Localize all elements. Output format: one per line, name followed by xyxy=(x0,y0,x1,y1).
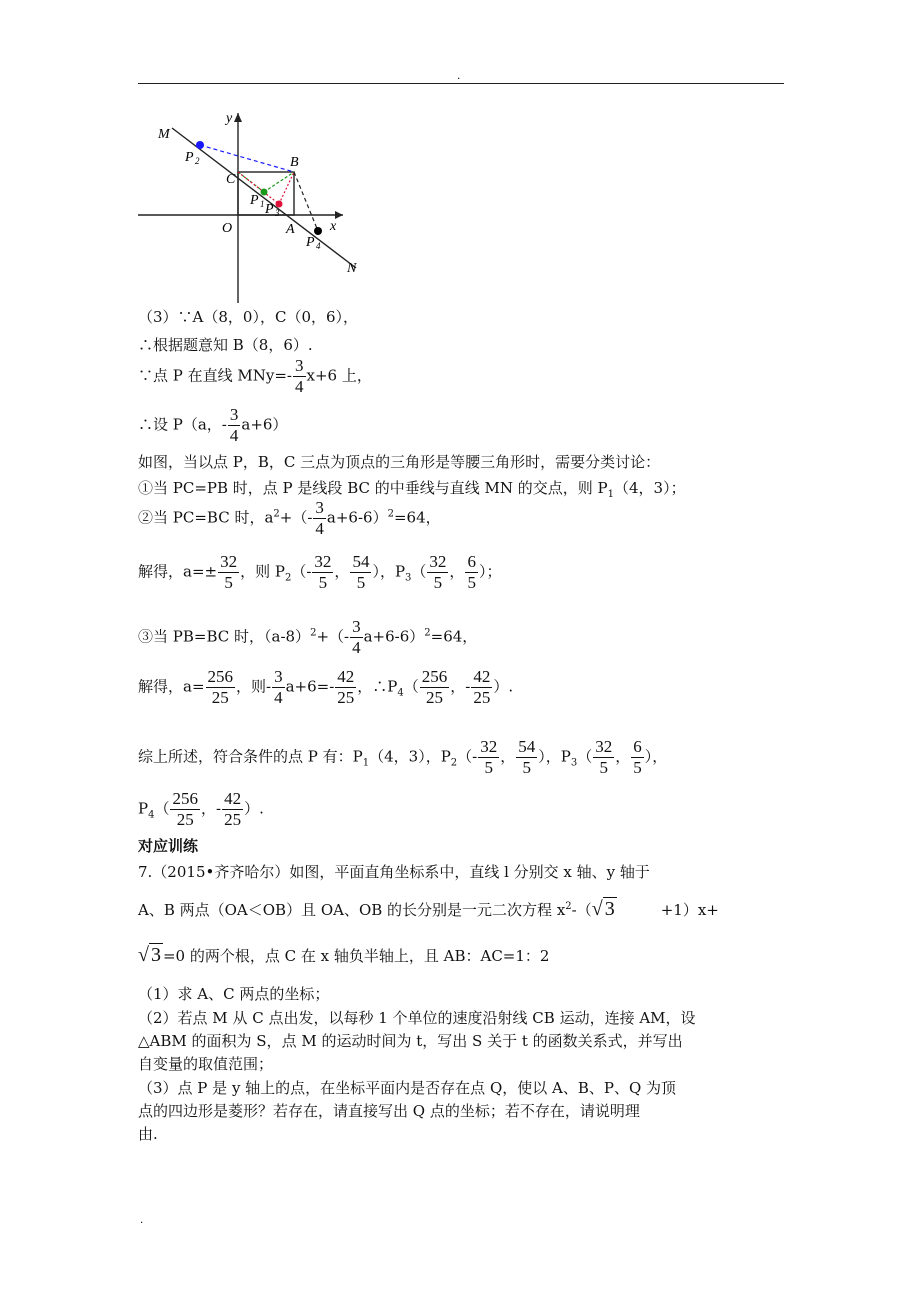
solution-line-3: ∵点 P 在直线 MNy=- $\frac{3}{4}$ x+6 上， xyxy=(138,356,372,396)
coordinate-figure xyxy=(138,108,378,308)
footer-dot: . xyxy=(140,1212,144,1226)
solution-line-6: ①当 PC=PB 时，点 P 是线段 BC 的中垂线与直线 MN 的交点，则 $P_1(4$，3）； xyxy=(138,479,686,500)
solution-line-5: 如图，当以点 P，B，C 三点为顶点的三角形是等腰三角形时，需要分类讨论： xyxy=(138,453,661,471)
section-heading: 对应训练 xyxy=(138,837,199,855)
dash-b-p4 xyxy=(294,172,318,231)
fraction-256-25: $\frac{256}{25}$ xyxy=(421,667,448,707)
question-7-line-3: √ 3 =0 的两个根，点 C 在 x 轴负半轴上，且 AB：AC=1：2 xyxy=(138,944,550,966)
solution-line-7: ②当 PC=BC 时，$a^2+(-$ $\frac{3}{4}$ a+6-6）$^2$=64， xyxy=(138,498,441,538)
point-p3 xyxy=(276,201,283,208)
subquestion-2-line-1: （2）若点 M 从 C 点出发，以每秒 1 个单位的速度沿射线 CB 运动，连接 AM，设 xyxy=(138,1009,696,1027)
fraction-3-4: $\frac{3}{4}$ xyxy=(315,498,324,538)
subquestion-3-line-3: 由. xyxy=(138,1125,158,1143)
fraction-3-4: $\frac{3}{4}$ xyxy=(274,667,283,707)
dash-p2-b xyxy=(200,145,294,172)
label-p4: P xyxy=(306,235,315,250)
label-p3: P xyxy=(265,202,274,217)
solution-line-4: ∴设 P（a，- $\frac{3}{4}$ a+6） xyxy=(138,405,288,445)
subquestion-2-line-2: △ABM 的面积为 S，点 M 的运动时间为 t，写出 S 关于 t 的函数关系式，并写出 xyxy=(138,1032,683,1050)
subquestion-3-line-2: 点的四边形是菱形？若存在，请直接写出 Q 点的坐标；若不存在，请说明理 xyxy=(138,1102,640,1120)
fraction-42-25: $\frac{42}{25}$ xyxy=(473,667,491,707)
y-axis-arrow xyxy=(234,113,242,122)
solution-line-12: $P_4$（ $\frac{256}{25}$ ，- $\frac{42}{25}$ ）. xyxy=(138,789,264,829)
label-m: M xyxy=(158,127,170,142)
subquestion-3-line-1: （3）点 P 是 y 轴上的点，在坐标平面内是否存在点 Q，使以 A、B、P、Q 为顶 xyxy=(138,1079,677,1097)
label-p1: P xyxy=(250,193,259,208)
solution-line-9: ③当 PB=BC 时，$(a-8)^2+(-$ $\frac{3}{4}$ a+6-6）$^2$=64， xyxy=(138,617,478,657)
sqrt-3: √ 3 xyxy=(591,898,615,920)
fraction-6-5: $\frac{6}{5}$ xyxy=(467,552,476,592)
header-dot: . xyxy=(457,68,461,82)
fraction-32-5: $\frac{32}{5}$ xyxy=(220,552,238,592)
question-7-line-2: A、B 两点（OA＜OB）且 OA、OB 的长分别是一元二次方程 $x^2-(√$ 3 +1）x+ xyxy=(138,898,719,920)
question-7-line-1: 7.（2015•齐齐哈尔）如图，平面直角坐标系中，直线 l 分别交 x 轴、y 轴于 xyxy=(138,863,650,881)
fraction-32-5: $\frac{32}{5}$ xyxy=(429,552,447,592)
fraction-42-25: $\frac{42}{25}$ xyxy=(224,789,242,829)
label-n: N xyxy=(347,261,357,276)
fraction-256-25: $\frac{256}{25}$ xyxy=(172,789,198,829)
label-p3-sub: 3 xyxy=(275,208,280,218)
solution-line-1: （3）∵A（8，0），C（0，6）， xyxy=(138,308,359,326)
fraction-32-5: $\frac{32}{5}$ xyxy=(480,737,498,777)
header-rule xyxy=(138,83,784,84)
point-p4 xyxy=(314,227,322,235)
fraction-3-4: $\frac{3}{4}$ xyxy=(352,617,361,657)
label-x: x xyxy=(330,219,337,234)
line-mn xyxy=(172,128,356,268)
label-p1-sub: 1 xyxy=(260,199,265,209)
label-p2-sub: 2 xyxy=(195,156,200,166)
fraction-6-5: $\frac{6}{5}$ xyxy=(633,737,642,777)
subquestion-1: （1）求 A、C 两点的坐标； xyxy=(138,985,330,1003)
fraction-54-5: $\frac{54}{5}$ xyxy=(518,737,536,777)
solution-line-2: ∴根据题意知 B（8，6）. xyxy=(138,336,313,354)
solution-line-10: 解得，a= $\frac{256}{25}$ ，则- $\frac{3}{4}$ a+6=- $\frac{42}{25}$ ，$\therefore P_4$（ $\frac{256}{25}$ ，- $\frac{42}{25}$ ）. xyxy=(138,667,514,707)
label-c: C xyxy=(226,172,236,187)
fraction-32-5: $\frac{32}{5}$ xyxy=(314,552,332,592)
fraction-3-4: $\frac{3}{4}$ xyxy=(229,405,239,445)
point-p2 xyxy=(196,141,204,149)
fraction-42-25: $\frac{42}{25}$ xyxy=(337,667,355,707)
label-p4-sub: 4 xyxy=(316,241,321,251)
solution-line-8: 解得，a=± $\frac{32}{5}$ ，则 $P_2(-$ $\frac{32}{5}$ ， $\frac{54}{5}$ ），$P_3$（ $\frac{32}{5}$ ， $\frac{6}{5}$ ）； xyxy=(138,552,502,592)
point-p1 xyxy=(261,189,268,196)
label-o: O xyxy=(222,221,233,236)
x-axis-arrow xyxy=(335,211,343,219)
fraction-3-4: $\frac{3}{4}$ xyxy=(295,356,304,396)
sqrt-3: √ 3 xyxy=(138,944,161,966)
subquestion-2-line-3: 自变量的取值范围； xyxy=(138,1055,274,1073)
fraction-256-25: $\frac{256}{25}$ xyxy=(207,667,234,707)
fraction-32-5: $\frac{32}{5}$ xyxy=(595,737,613,777)
fraction-54-5: $\frac{54}{5}$ xyxy=(352,552,370,592)
label-p2: P xyxy=(185,150,194,165)
label-b: B xyxy=(290,155,299,170)
label-y: y xyxy=(226,111,233,126)
label-a: A xyxy=(286,222,295,237)
solution-line-11: 综上所述，符合条件的点 P 有：$P_1(4$，3），$P_2(-$ $\frac{32}{5}$ ， $\frac{54}{5}$ ），$P_3$（ $\frac{32}{5}$ ， $\frac{6}{5}$ ）， xyxy=(138,737,668,777)
